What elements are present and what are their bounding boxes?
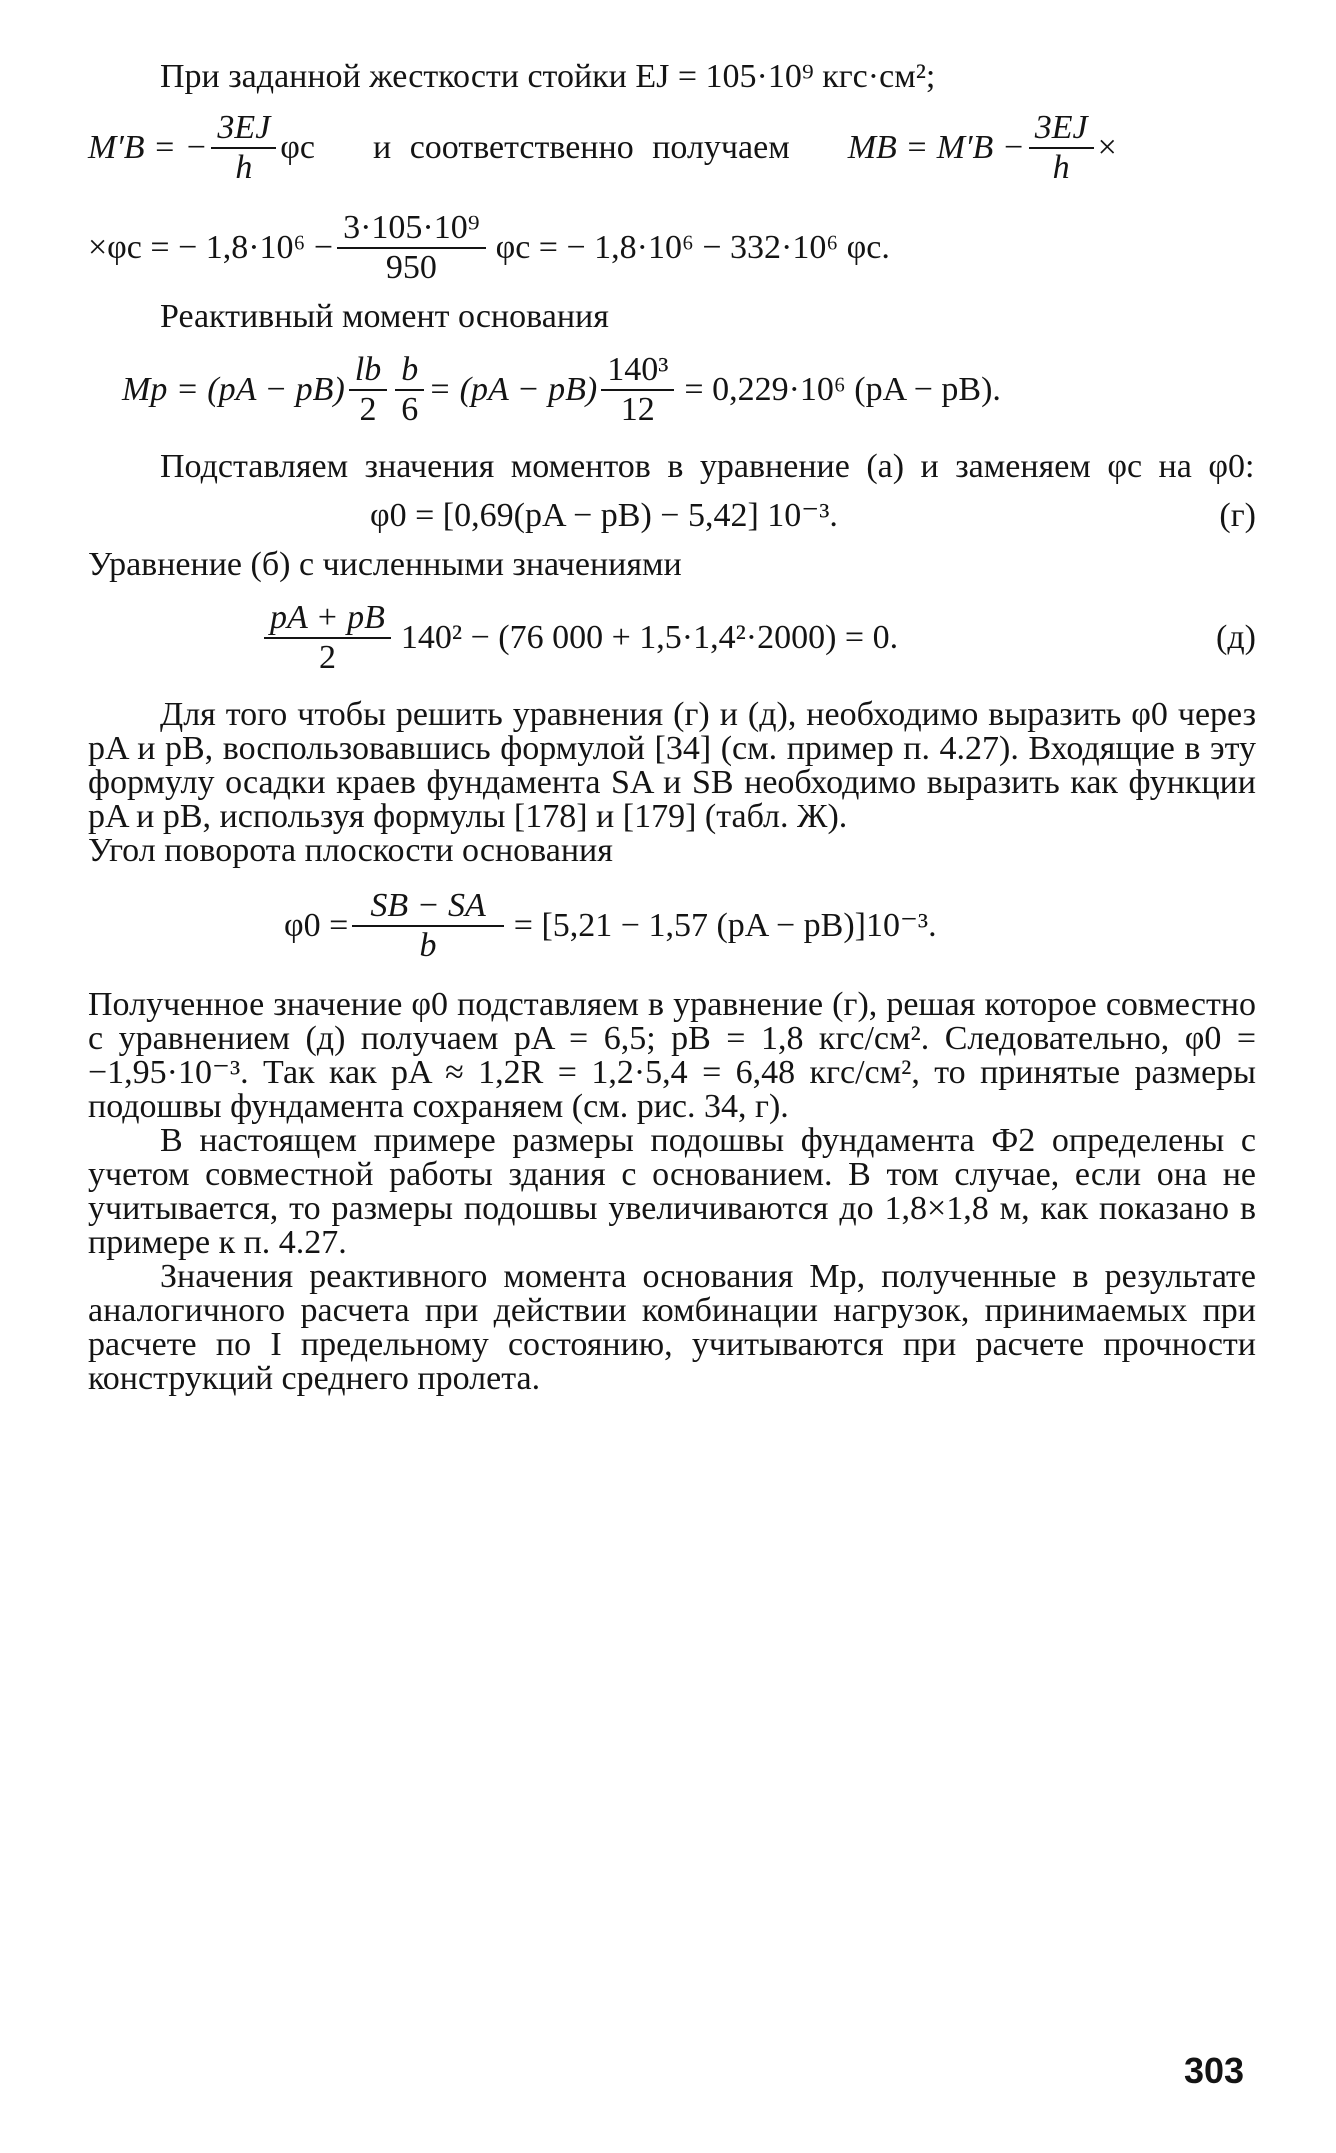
fraction-3-105-950 <box>337 211 486 285</box>
eq-b-heading: Уравнение (б) с численными значениями <box>88 546 682 583</box>
equation-mp <box>88 344 1256 436</box>
fraction-numerator: lb <box>349 353 387 391</box>
fraction-3ej-h-2 <box>1029 111 1094 185</box>
eq-g-body: φ0 = [0,69(pA − pB) − 5,42] 10⁻³. <box>370 497 838 534</box>
fraction-b-6 <box>395 353 424 427</box>
result-paragraph: Полученное значение φ0 подставляем в уравнение (г), решая которое совместно с уравнением (д) получаем pA = 6,5; pB = 1,8 кгс/см². Следовательно, φ0 = −1,95·10⁻³. Так как pA ≈ 1,2R = 1,2·5,4 = 6,48 кгс/см², то принятые размеры подошвы фундамента сохраняем (см. рис. 34, г). <box>88 986 1256 1125</box>
fraction-denominator: b <box>419 927 437 964</box>
fraction-numerator: 140³ <box>601 353 674 391</box>
equation-mb <box>88 102 1256 194</box>
page-body <box>88 60 1256 1396</box>
fraction-denominator: h <box>235 149 253 186</box>
eq-mb-rhs: MB = M′B − <box>847 129 1025 166</box>
stiffness-line: При заданной жесткости стойки EJ = 105·10⁹ кгс·см²; <box>160 58 936 95</box>
eq3-mid: = (pA − pB) <box>428 371 598 408</box>
eq-phi-lead: φ0 = <box>284 907 349 944</box>
equation-mb-continued <box>88 202 1256 294</box>
eq2-lead: ×φc = − 1,8·10⁶ − <box>88 229 334 266</box>
fraction-sb-sa-b <box>352 889 503 963</box>
fraction-numerator: 3EJ <box>1029 111 1094 149</box>
eq3-tail: = 0,229·10⁶ (pA − pB). <box>684 371 1001 408</box>
fraction-denominator: h <box>1052 149 1070 186</box>
eq-d-tail: 140² − (76 000 + 1,5·1,4²·2000) = 0. <box>400 619 899 656</box>
equation-g <box>88 496 1256 536</box>
eq-phi-c: φc <box>280 129 315 166</box>
eq2-tail: φc = − 1,8·10⁶ − 332·10⁶ φc. <box>495 229 890 266</box>
eq-g-number: (г) <box>1219 497 1256 534</box>
reactive-moment-heading: Реактивный момент основания <box>160 298 609 335</box>
fraction-numerator: 3EJ <box>211 111 276 149</box>
fraction-3ej-h-1 <box>211 111 276 185</box>
eq-d-number: (д) <box>1216 619 1256 656</box>
fraction-denominator: 2 <box>359 391 377 428</box>
fraction-denominator: 12 <box>620 391 655 428</box>
fraction-pa-pb-2 <box>264 601 391 675</box>
fraction-lb-2 <box>349 353 387 427</box>
fraction-numerator: b <box>395 353 424 391</box>
substitution-paragraph: Подставляем значения моментов в уравнение (а) и заменяем φc на φ0: <box>160 448 1255 485</box>
fraction-numerator: pA + pB <box>264 601 391 639</box>
eq-phi-tail: = [5,21 − 1,57 (pA − pB)]10⁻³. <box>513 907 937 944</box>
eq3-lead: Mр = (pA − pB) <box>122 371 345 408</box>
values-paragraph: Значения реактивного момента основания Mр, полученные в результате аналогичного расчета при действии комбинации нагрузок, принимаемых при расчете по I предельному состоянию, учитываются при расчете прочности конструкций среднего пролета. <box>88 1258 1256 1397</box>
fraction-numerator: 3·105·10⁹ <box>337 211 486 249</box>
eq-mb-mid-text: и соответственно получаем <box>373 129 790 166</box>
rotation-angle-heading: Угол поворота плоскости основания <box>88 832 613 869</box>
fraction-denominator: 950 <box>385 249 437 286</box>
fraction-numerator: SB − SA <box>352 889 503 927</box>
page-number: 303 <box>1184 2050 1245 2091</box>
eq-times-sign: × <box>1097 129 1117 166</box>
fraction-denominator: 6 <box>401 391 419 428</box>
solve-paragraph: Для того чтобы решить уравнения (г) и (д), необходимо выразить φ0 через pA и pB, воспользовавшись формулой [34] (см. пример п. 4.27). Входящие в эту формулу осадки краев фундамента SA и SB необходимо выразить как функции pA и pB, используя формулы [178] и [179] (табл. Ж). <box>88 696 1256 835</box>
equation-phi0 <box>88 876 1256 976</box>
fraction-denominator: 2 <box>318 639 336 676</box>
example-paragraph: В настоящем примере размеры подошвы фундамента Ф2 определены с учетом совместной работы здания с основанием. В том случае, если она не учитывается, то размеры подошвы увеличиваются до 1,8×1,8 м, как показано в примере к п. 4.27. <box>88 1122 1256 1261</box>
equation-d <box>88 592 1256 684</box>
fraction-140-12 <box>601 353 674 427</box>
eq-mb-lhs: M′B = − <box>88 129 208 166</box>
